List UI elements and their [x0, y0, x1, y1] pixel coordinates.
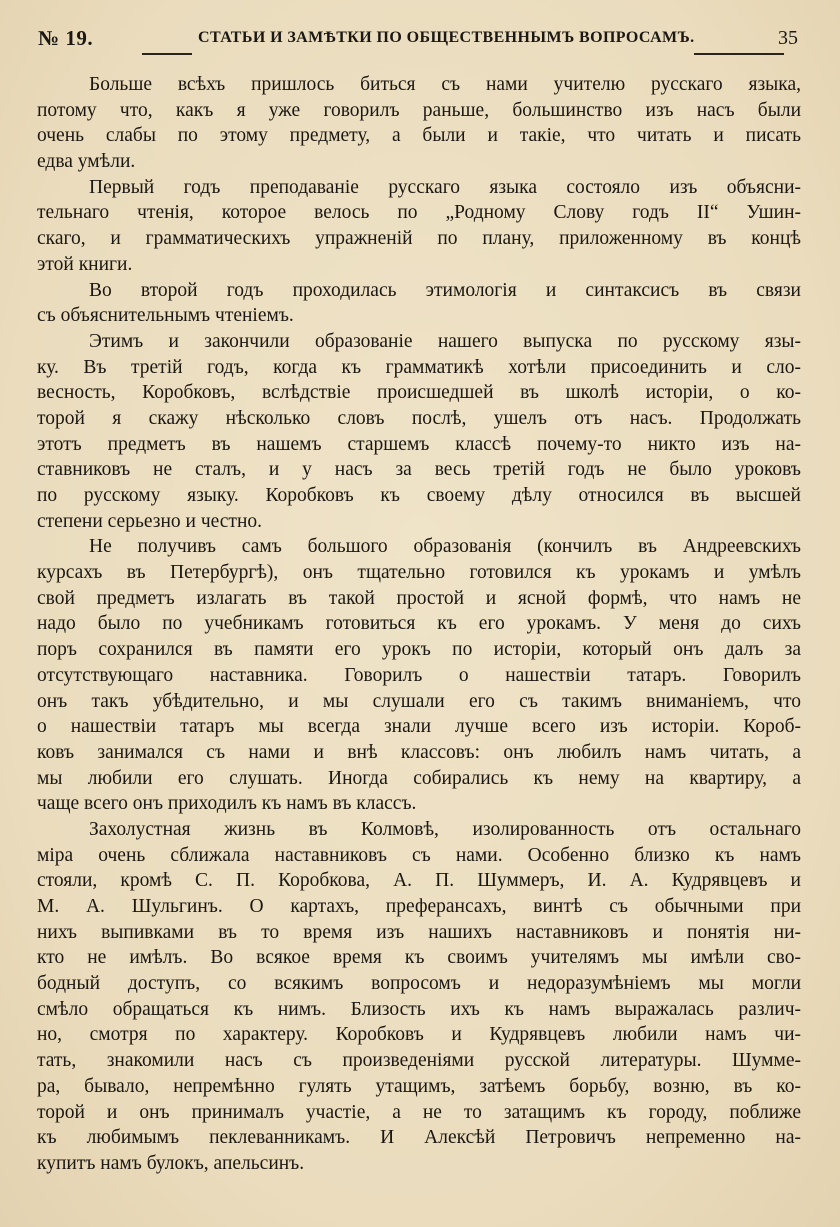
text-line: едва умѣли.	[37, 151, 136, 173]
article-body	[37, 72, 801, 1177]
text-line: купитъ намъ булокъ, апельсинъ.	[37, 1152, 305, 1174]
text-line: по русскому языку. Коробковъ къ своему дѣлу относился въ высшей	[37, 485, 801, 506]
text-line: мы любили его слушать. Иногда собирались къ нему на квартиру, а	[37, 767, 801, 789]
text-line: съ объяснительнымъ чтеніемъ.	[37, 305, 294, 327]
text-line: весность, Коробковъ, вслѣдствіе происшедшей въ школѣ исторіи, о ко-	[37, 382, 801, 404]
running-title: СТАТЬИ И ЗАМѢТКИ ПО ОБЩЕСТВЕННЫМЪ ВОПРОСАМЪ.	[198, 29, 695, 46]
paragraph	[37, 278, 801, 329]
text-line: смѣло обращаться къ нимъ. Близость ихъ къ намъ выражалась различ-	[37, 998, 801, 1020]
issue-number: № 19.	[38, 26, 94, 50]
text-line: но, смотря по характеру. Коробковъ и Кудрявцевъ любили намъ чи-	[37, 1024, 801, 1046]
running-header	[38, 26, 802, 54]
text-line: Этимъ и закончили образованіе нашего выпуска по русскому язы-	[89, 330, 801, 352]
text-line: М. А. Шульгинъ. О картахъ, преферансахъ, винтѣ съ обычными при	[37, 896, 801, 917]
text-line: надо было по учебникамъ готовиться къ его урокамъ. У меня до сихъ	[37, 613, 801, 635]
text-line: этотъ предметъ въ нашемъ старшемъ классѣ почему-то никто изъ на-	[37, 433, 801, 455]
text-line: бодный доступъ, со всякимъ вопросомъ и недоразумѣніемъ мы могли	[37, 973, 801, 995]
paragraph	[37, 534, 801, 817]
text-line: стояли, кромѣ С. П. Коробкова, А. П. Шуммеръ, И. А. Кудрявцевъ и	[37, 870, 801, 892]
text-line: торой и онъ принималъ участіе, а не то затащимъ къ городу, поближе	[37, 1101, 801, 1123]
text-line: степени серьезно и честно.	[37, 510, 263, 532]
paragraph	[37, 817, 801, 1177]
text-line: скаго, и грамматическихъ упражненій по плану, приложенному въ концѣ	[37, 228, 801, 250]
page-number: 35	[778, 27, 798, 49]
text-line: Не получивъ самъ большого образованія (кончилъ въ Андреевскихъ	[89, 536, 801, 558]
text-line: кто не имѣлъ. Во всякое время къ своимъ учителямъ мы имѣли сво-	[37, 947, 801, 969]
text-line: курсахъ въ Петербургѣ), онъ тщательно готовился къ урокамъ и умѣлъ	[37, 562, 801, 584]
text-line: поръ сохранился въ памяти его урокъ по исторіи, который онъ далъ за	[37, 639, 801, 661]
header-rule-right	[694, 53, 784, 55]
text-line: чаще всего онъ приходилъ къ намъ въ классъ.	[37, 793, 417, 815]
text-line: свой предметъ излагать въ такой простой и ясной формѣ, что намъ не	[37, 587, 801, 609]
text-line: міра очень сближала наставниковъ съ нами. Особенно близко къ намъ	[37, 844, 801, 866]
text-line: очень слабы по этому предмету, а были и такіе, что читать и писать	[37, 125, 801, 147]
text-line: нихъ выпивками въ то время изъ нашихъ наставниковъ и понятія ни-	[37, 921, 801, 943]
text-line: ку. Въ третій годъ, когда къ грамматикѣ хотѣли присоединить и сло-	[37, 356, 801, 378]
text-line: торой я скажу нѣсколько словъ послѣ, ушелъ отъ насъ. Продолжать	[37, 407, 801, 429]
text-line: Во второй годъ проходилась этимологія и синтаксисъ въ связи	[89, 279, 801, 301]
header-rule-left	[142, 53, 192, 55]
text-line: Первый годъ преподаваніе русскаго языка состояло изъ объясни-	[89, 176, 801, 198]
paragraph	[37, 72, 801, 175]
text-line: къ любимымъ пеклеванникамъ. И Алексѣй Петровичъ непременно на-	[37, 1127, 801, 1149]
paragraph	[37, 329, 801, 535]
text-line: о нашествіи татаръ мы всегда знали лучше всего изъ исторіи. Короб-	[37, 716, 801, 738]
text-line: потому что, какъ я уже говорилъ раньше, большинство изъ насъ были	[37, 99, 801, 121]
paragraph	[37, 175, 801, 278]
text-line: тельнаго чтенія, которое велось по „Родному Слову годъ II“ Ушин-	[37, 202, 801, 224]
text-line: тать, знакомили насъ съ произведеніями русской литературы. Шумме-	[37, 1050, 801, 1072]
text-line: ра, бывало, непремѣнно гулять утащимъ, затѣемъ борьбу, возню, въ ко-	[37, 1075, 801, 1097]
text-line: Захолустная жизнь въ Колмовѣ, изолированность отъ остальнаго	[89, 818, 801, 840]
text-line: отсутствующаго наставника. Говорилъ о нашествіи татаръ. Говорилъ	[37, 664, 801, 686]
text-line: Больше всѣхъ пришлось биться съ нами учителю русскаго языка,	[89, 74, 801, 95]
text-line: ковъ занимался съ нами и внѣ классовъ: онъ любилъ намъ читать, а	[37, 741, 801, 763]
text-line: ставниковъ не сталъ, и у насъ за весь третій годъ не было уроковъ	[37, 459, 801, 481]
text-line: онъ такъ убѣдительно, и мы слушали его съ такимъ вниманіемъ, что	[37, 690, 801, 712]
text-line: этой книги.	[37, 253, 133, 275]
